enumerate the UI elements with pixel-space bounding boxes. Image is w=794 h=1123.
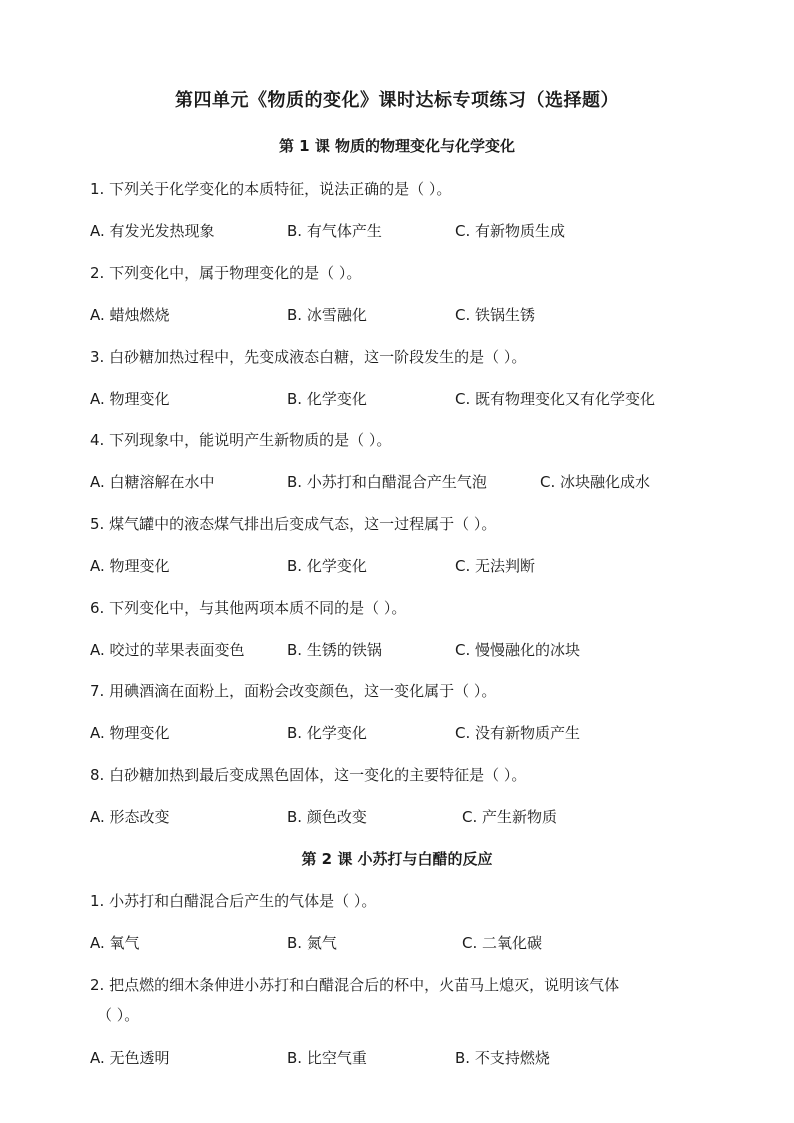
option-2-1-c: C. 二氧化碳 — [462, 934, 543, 952]
question-1-5: 5. 煤气罐中的液态煤气排出后变成气态，这一过程属于（ ）。 — [90, 515, 497, 533]
option-1-1-b: B. 有气体产生 — [287, 222, 382, 240]
option-1-5-a: A. 物理变化 — [90, 557, 170, 575]
option-2-1-a: A. 氧气 — [90, 934, 140, 952]
option-1-1-c: C. 有新物质生成 — [455, 222, 566, 240]
lesson-1-heading: 第 1 课 物质的物理变化与化学变化 — [278, 137, 516, 155]
option-2-2-c: B. 不支持燃烧 — [455, 1049, 550, 1067]
option-1-6-b: B. 生锈的铁锅 — [287, 641, 382, 659]
option-1-2-c: C. 铁锅生锈 — [455, 306, 536, 324]
option-2-2-a: A. 无色透明 — [90, 1049, 170, 1067]
option-1-4-b: B. 小苏打和白醋混合产生气泡 — [287, 473, 487, 491]
question-2-1: 1. 小苏打和白醋混合后产生的气体是（ ）。 — [90, 892, 377, 910]
option-1-7-c: C. 没有新物质产生 — [455, 724, 581, 742]
option-1-2-b: B. 冰雪融化 — [287, 306, 367, 324]
option-1-4-c: C. 冰块融化成水 — [540, 473, 651, 491]
option-1-1-a: A. 有发光发热现象 — [90, 222, 215, 240]
option-1-6-a: A. 咬过的苹果表面变色 — [90, 641, 245, 659]
question-2-2-continuation: （ ）。 — [97, 1006, 140, 1024]
option-1-8-c: C. 产生新物质 — [462, 808, 558, 826]
option-1-4-a: A. 白糖溶解在水中 — [90, 473, 215, 491]
option-1-6-c: C. 慢慢融化的冰块 — [455, 641, 581, 659]
question-1-7: 7. 用碘酒滴在面粉上，面粉会改变颜色，这一变化属于（ ）。 — [90, 682, 497, 700]
question-1-1: 1. 下列关于化学变化的本质特征，说法正确的是（ ）。 — [90, 180, 452, 198]
option-1-7-a: A. 物理变化 — [90, 724, 170, 742]
question-1-2: 2. 下列变化中，属于物理变化的是（ ）。 — [90, 264, 362, 282]
lesson-2-heading: 第 2 课 小苏打与白醋的反应 — [301, 850, 493, 868]
page-title: 第四单元《物质的变化》课时达标专项练习（选择题） — [175, 90, 619, 111]
option-1-8-a: A. 形态改变 — [90, 808, 170, 826]
option-1-5-c: C. 无法判断 — [455, 557, 536, 575]
question-1-6: 6. 下列变化中，与其他两项本质不同的是（ ）。 — [90, 599, 407, 617]
option-1-8-b: B. 颜色改变 — [287, 808, 367, 826]
option-1-5-b: B. 化学变化 — [287, 557, 367, 575]
option-1-7-b: B. 化学变化 — [287, 724, 367, 742]
question-1-4: 4. 下列现象中，能说明产生新物质的是（ ）。 — [90, 431, 392, 449]
option-1-3-a: A. 物理变化 — [90, 390, 170, 408]
option-1-3-b: B. 化学变化 — [287, 390, 367, 408]
option-1-2-a: A. 蜡烛燃烧 — [90, 306, 170, 324]
option-2-1-b: B. 氮气 — [287, 934, 337, 952]
question-2-2: 2. 把点燃的细木条伸进小苏打和白醋混合后的杯中，火苗马上熄灭，说明该气体 — [90, 976, 620, 994]
question-1-3: 3. 白砂糖加热过程中，先变成液态白糖，这一阶段发生的是（ ）。 — [90, 348, 527, 366]
question-1-8: 8. 白砂糖加热到最后变成黑色固体，这一变化的主要特征是（ ）。 — [90, 766, 527, 784]
option-2-2-b: B. 比空气重 — [287, 1049, 367, 1067]
option-1-3-c: C. 既有物理变化又有化学变化 — [455, 390, 656, 408]
